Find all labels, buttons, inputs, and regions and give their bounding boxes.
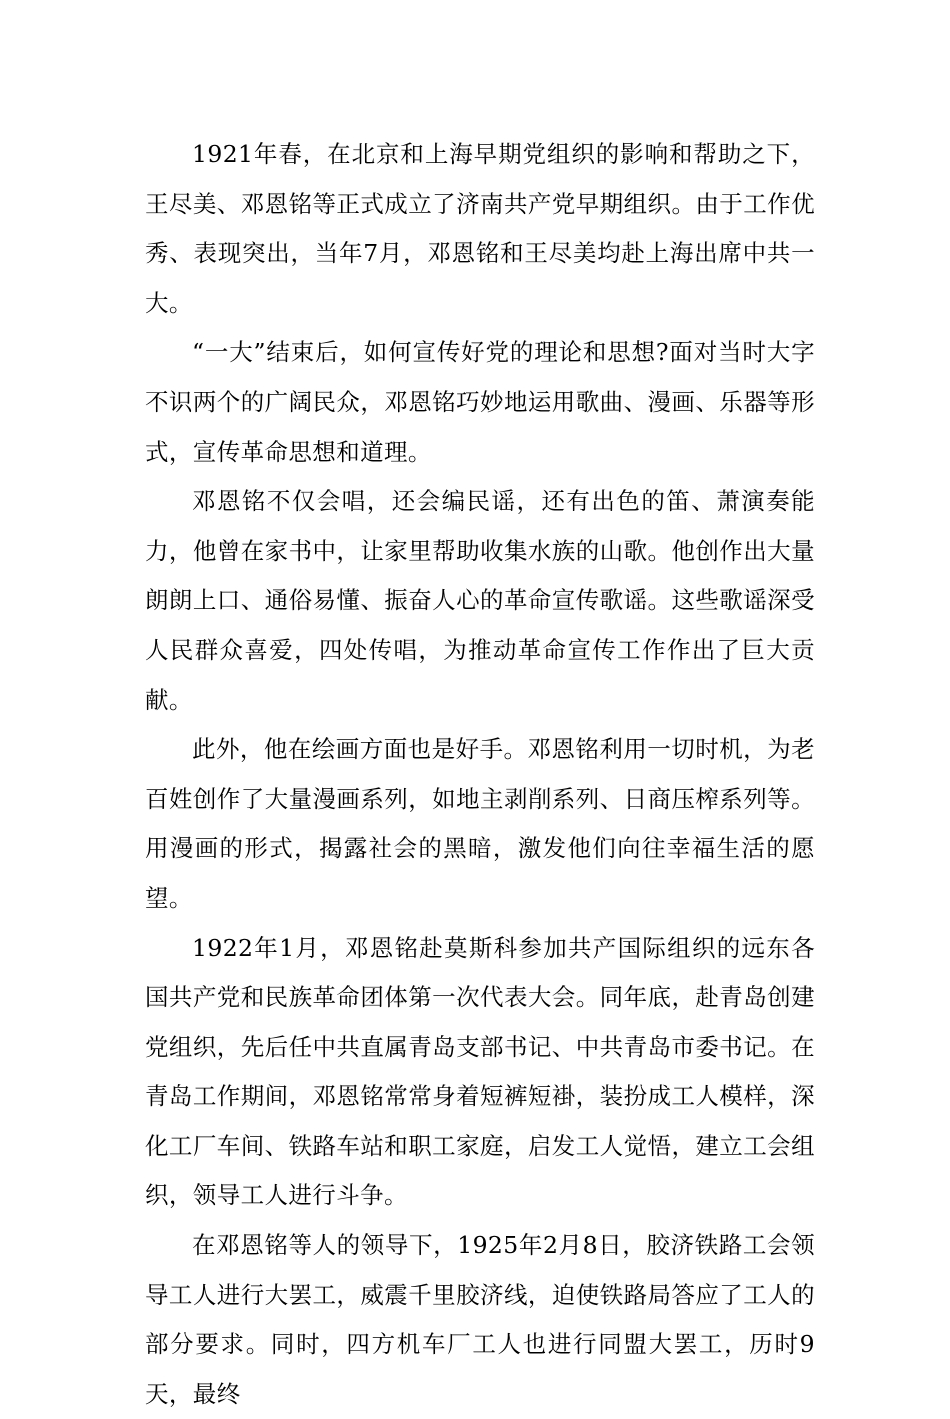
paragraph-1: 1921年春，在北京和上海早期党组织的影响和帮助之下，王尽美、邓恩铭等正式成立了济南共产党早期组织。由于工作优秀、表现突出，当年7月，邓恩铭和王尽美均赴上海出席中共一大。 <box>145 140 815 317</box>
paragraph-3: 邓恩铭不仅会唱，还会编民谣，还有出色的笛、萧演奏能力，他曾在家书中，让家里帮助收集水族的山歌。他创作出大量朗朗上口、通俗易懂、振奋人心的革命宣传歌谣。这些歌谣深受人民群众喜爱，四处传唱，为推动革命宣传工作作出了巨大贡献。 <box>145 487 815 714</box>
paragraph-2: “一大”结束后，如何宣传好党的理论和思想?面对当时大字不识两个的广阔民众，邓恩铭巧妙地运用歌曲、漫画、乐器等形式，宣传革命思想和道理。 <box>145 338 815 466</box>
paragraph-4: 此外，他在绘画方面也是好手。邓恩铭利用一切时机，为老百姓创作了大量漫画系列，如地主剥削系列、日商压榨系列等。用漫画的形式，揭露社会的黑暗，激发他们向往幸福生活的愿望。 <box>145 735 815 912</box>
paragraph-6: 在邓恩铭等人的领导下，1925年2月8日，胶济铁路工会领导工人进行大罢工，威震千里胶济线，迫使铁路局答应了工人的部分要求。同时，四方机车厂工人也进行同盟大罢工，历时9天，最终 <box>145 1231 815 1408</box>
body-text <box>145 130 815 1419</box>
paragraph-5: 1922年1月，邓恩铭赴莫斯科参加共产国际组织的远东各国共产党和民族革命团体第一次代表大会。同年底，赴青岛创建党组织，先后任中共直属青岛支部书记、中共青岛市委书记。在青岛工作期间，邓恩铭常常身着短裤短褂，装扮成工人模样，深化工厂车间、铁路车站和职工家庭，启发工人觉悟，建立工会组织，领导工人进行斗争。 <box>145 933 815 1210</box>
